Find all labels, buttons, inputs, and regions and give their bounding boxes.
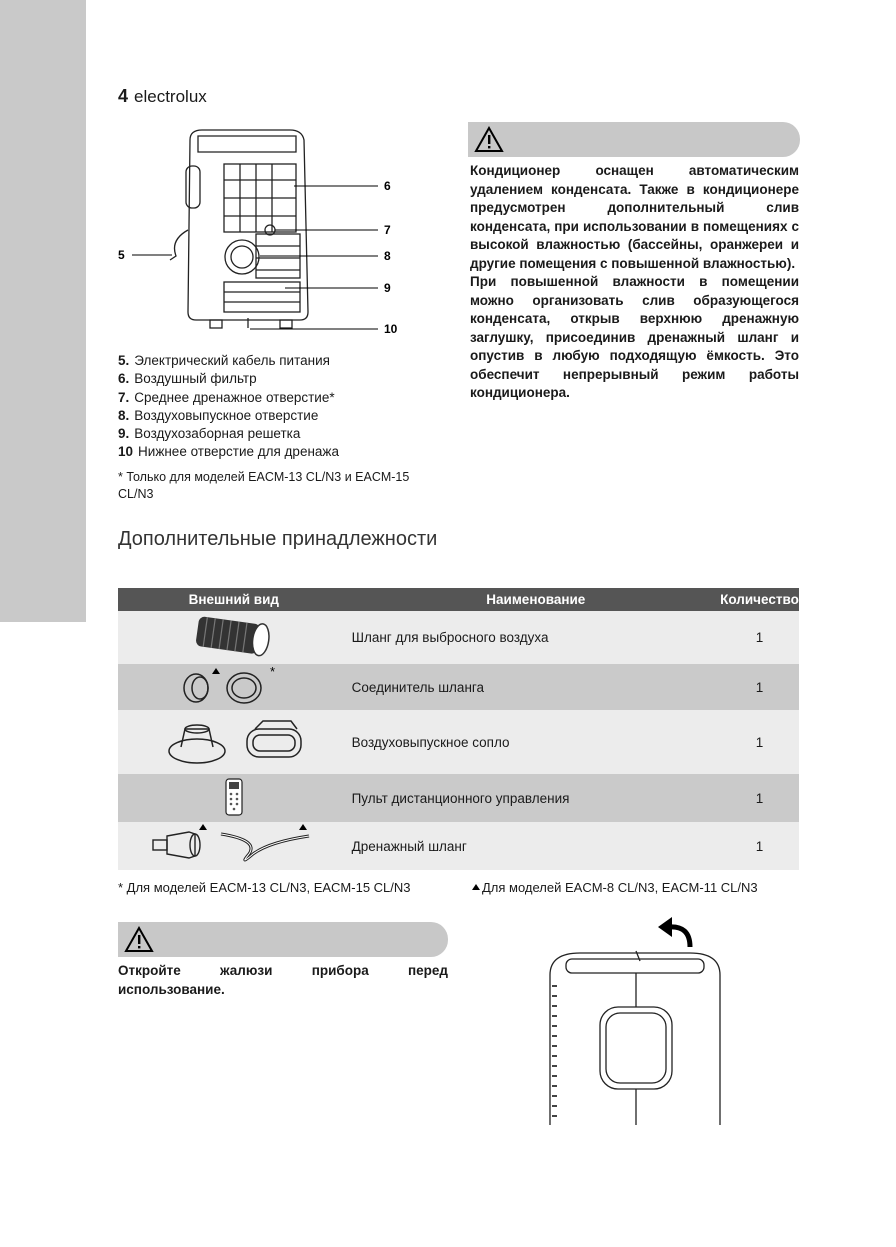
warning-text: Откройте жалюзи прибора перед использование.: [118, 963, 448, 997]
list-item: 10 Нижнее отверстие для дренажа: [118, 444, 339, 460]
row-name: Дренажный шланг: [350, 822, 720, 870]
parts-footnote: * Только для моделей EACM-13 CL/N3 и EACM-15 CL/N3: [118, 470, 410, 501]
parts-list: [118, 352, 339, 462]
row-qty: 1: [720, 822, 799, 870]
warning-paragraph: При повышенной влажности в помещении можно организовать слив образующегося конденсата, открыв верхнюю дренажную заглушку, присоединив дренажный шланг и опустив в любую подходящую ёмкость. Это обеспечит непрерывный режим работы кондиционера.: [470, 274, 799, 400]
row-name: Пульт дистанционного управления: [350, 774, 720, 822]
row-name: Шланг для выбросного воздуха: [350, 611, 720, 664]
warning-bar: [118, 922, 448, 957]
col-quantity: Количество: [720, 588, 799, 611]
remote-control-image: [118, 774, 350, 822]
table-row: [118, 611, 799, 664]
list-item: 8. Воздуховыпускное отверстие: [118, 407, 319, 423]
table-row: [118, 822, 799, 870]
drain-hose-image: [118, 822, 350, 870]
label-10: 10: [384, 322, 398, 336]
row-qty: 1: [720, 611, 799, 664]
table-row: [118, 710, 799, 774]
table-row: [118, 664, 799, 710]
warning-paragraph: Кондиционер оснащен автоматическим удалением конденсата. Также в кондиционере предусмотрен дополнительный слив конденсата, при использовании в помещениях с высокой влажностью (бассейны, оранжереи и другие помещения с повышенной влажностью).: [470, 163, 799, 271]
louver-figure: [540, 915, 730, 1125]
col-appearance: Внешний вид: [118, 588, 350, 611]
brand-name: electrolux: [134, 87, 207, 106]
hose-connector-image: [118, 664, 350, 710]
footnote-star: * Для моделей EACM-13 CL/N3, EACM-15 CL/N3: [118, 880, 411, 895]
list-item: 9. Воздухозаборная решетка: [118, 426, 301, 442]
svg-text:*: *: [269, 665, 275, 679]
label-7: 7: [384, 223, 391, 237]
table-row: [118, 774, 799, 822]
row-qty: 1: [720, 710, 799, 774]
nozzle-image: [118, 710, 350, 774]
list-item: 6. Воздушный фильтр: [118, 371, 257, 387]
row-name: Воздуховыпускное сопло: [350, 710, 720, 774]
triangle-icon: [470, 882, 482, 892]
accessories-table: [118, 588, 799, 870]
list-item: 7. Среднее дренажное отверстие*: [118, 389, 335, 405]
warning-icon: [124, 926, 154, 953]
table-header: [118, 588, 799, 611]
footnote-triangle: Для моделей EACM-8 CL/N3, EACM-11 CL/N3: [470, 880, 758, 895]
row-name: Соединитель шланга: [350, 664, 720, 710]
warning-bar: [468, 122, 800, 157]
row-qty: 1: [720, 664, 799, 710]
hose-image: [118, 611, 350, 664]
label-9: 9: [384, 281, 391, 295]
list-item: 5. Электрический кабель питания: [118, 353, 330, 368]
label-5: 5: [118, 248, 125, 262]
label-8: 8: [384, 249, 391, 263]
side-tab: [0, 0, 86, 622]
section-title: Дополнительные принадлежности: [118, 528, 438, 550]
warning-icon: [474, 126, 504, 153]
row-qty: 1: [720, 774, 799, 822]
col-name: Наименование: [350, 588, 720, 611]
page-number: 4: [118, 86, 129, 106]
air-conditioner-figure: [110, 122, 410, 347]
warning-text: [470, 162, 799, 403]
page-header: [118, 86, 207, 107]
label-6: 6: [384, 179, 391, 193]
